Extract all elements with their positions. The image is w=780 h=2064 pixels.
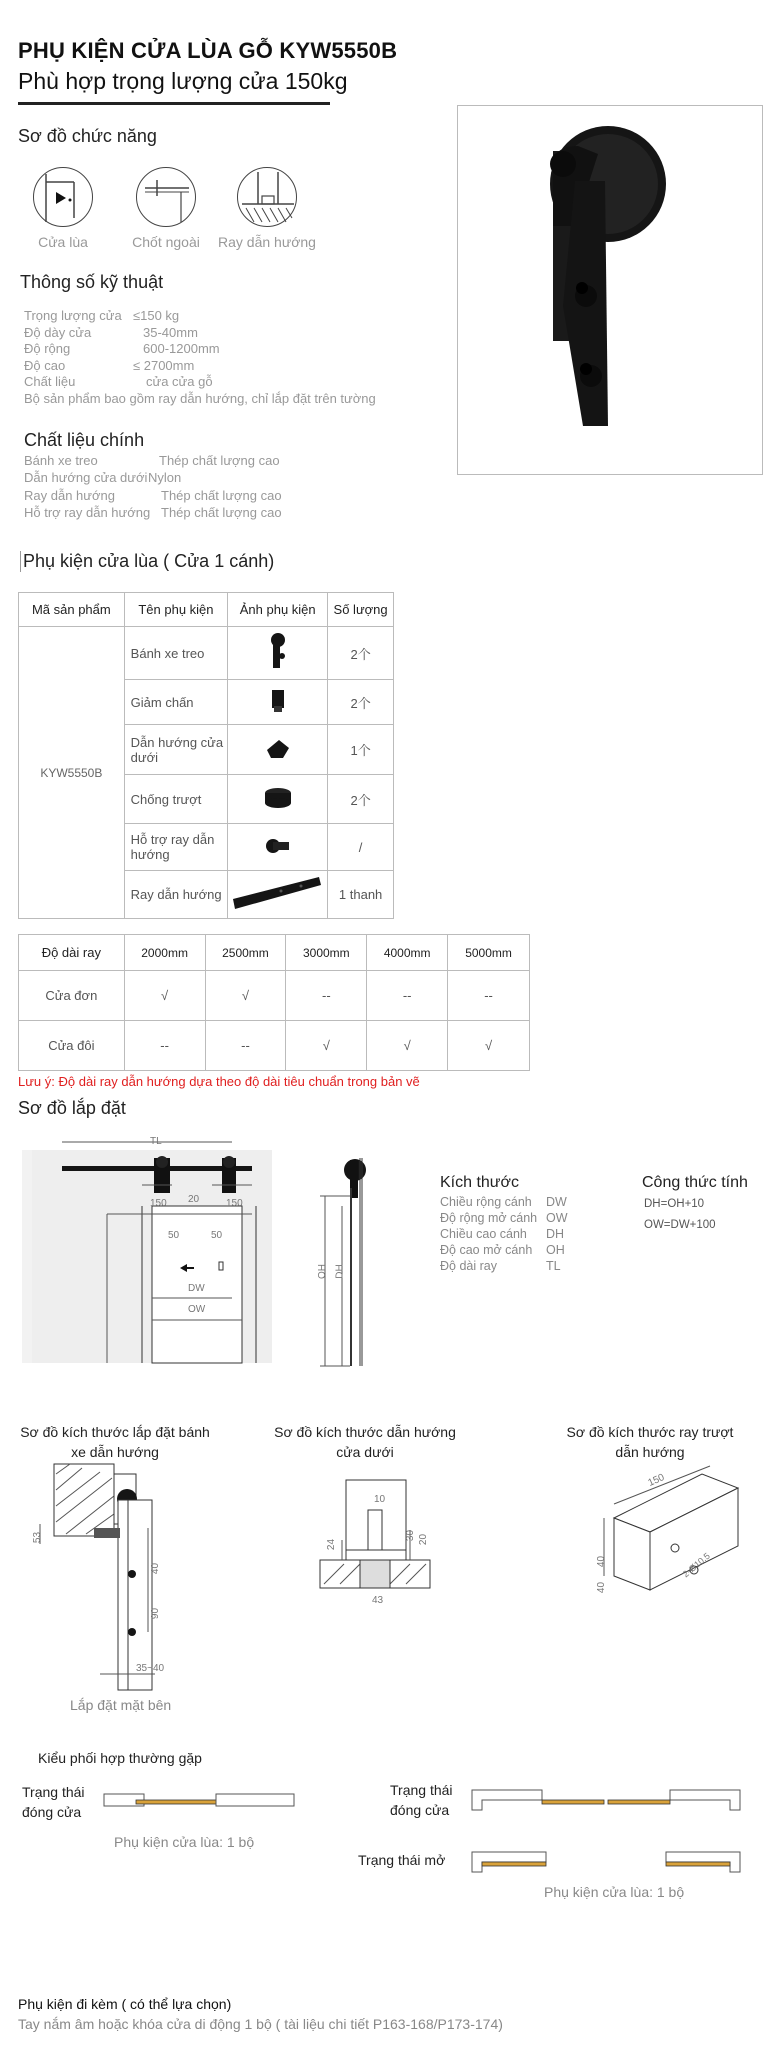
spec-value: cửa cửa gỗ [146, 374, 213, 390]
specs-list [24, 308, 376, 408]
side-install-drawing [310, 1138, 400, 1368]
rail-cell: -- [448, 971, 530, 1021]
accessory-qty: 2个 [328, 627, 394, 680]
guide-detail-title: Sơ đồ kích thước dẫn hướng cửa dưới [274, 1424, 456, 1460]
rail-detail-title: Sơ đồ kích thước ray trượt dẫn hướng [566, 1424, 734, 1460]
spec-value: ≤ 2700mm [133, 357, 195, 373]
rail-header: 4000mm [367, 935, 448, 971]
damper-icon [270, 688, 286, 714]
spec-value: 600-1200mm [143, 341, 220, 357]
accessory-qty: / [328, 824, 394, 871]
rail-cell: -- [124, 1021, 205, 1071]
rail-cell: √ [124, 971, 205, 1021]
footer-title: Phụ kiện đi kèm ( có thể lựa chọn) [18, 1996, 232, 2012]
guide-rail-image [231, 871, 325, 915]
material-value: Thép chất lượng cao [161, 487, 282, 503]
spec-key: Độ cao [24, 357, 66, 373]
product-code: KYW5550B [19, 627, 125, 919]
spec-key: Độ dày cửa [24, 324, 92, 340]
rail-dim-hole: 2-Ø10.5 [680, 1550, 712, 1580]
dim-value: OW [546, 1211, 568, 1225]
table-row [19, 627, 394, 680]
spec-value: 35-40mm [143, 324, 198, 340]
dim-150-left: 150 [150, 1198, 167, 1209]
dim-value: OH [546, 1243, 565, 1257]
dim-dw: DW [188, 1283, 205, 1294]
materials-title: Chất liệu chính [24, 430, 145, 450]
guide-dim-20: 20 [418, 1533, 430, 1546]
dim-50-left: 50 [168, 1230, 180, 1241]
dim-value: DH [546, 1227, 565, 1241]
single-kit-label: Phụ kiện cửa lùa: 1 bộ [114, 1834, 255, 1850]
accessory-qty: 2个 [328, 775, 394, 824]
rail-cell: -- [367, 971, 448, 1021]
table-row [19, 971, 530, 1021]
dim-key: Chiều rộng cánh [440, 1195, 532, 1209]
product-photo [457, 105, 763, 475]
wheel-detail-drawing [30, 1464, 180, 1694]
spec-key: Trọng lượng cửa [24, 308, 122, 323]
formula-dh: DH=OH+10 [644, 1198, 705, 1210]
dim-key: Độ dài ray [440, 1259, 497, 1273]
dim-dh: DH [334, 1264, 346, 1279]
rail-length-table [18, 934, 530, 1071]
accessories-title: Phụ kiện cửa lùa ( Cửa 1 cánh) [20, 551, 274, 572]
hanging-wheel-image [458, 106, 764, 476]
accessory-image [228, 680, 328, 725]
page-subtitle: Phù hợp trọng lượng cửa 150kg [18, 68, 348, 94]
guide-rail-icon [237, 167, 297, 227]
dim-key: Độ cao mở cánh [440, 1243, 533, 1257]
accessories-table [18, 592, 394, 919]
floor-guide-icon [265, 736, 291, 760]
sliding-door-icon [33, 167, 93, 227]
wheel-caption: Lắp đặt mặt bên [70, 1697, 172, 1713]
guide-dim-24: 24 [326, 1538, 338, 1551]
dim-key: Chiều cao cánh [440, 1227, 527, 1241]
header-qty: Số lượng [328, 593, 394, 627]
materials-list [24, 452, 282, 522]
rail-dim-150: 150 [646, 1472, 667, 1489]
double-door-closed-combo [472, 1788, 740, 1812]
wheel-dim-90: 90 [150, 1607, 162, 1620]
dim-value: TL [546, 1259, 561, 1273]
rail-cell: √ [286, 1021, 367, 1071]
guide-dim-30: 30 [405, 1529, 417, 1542]
accessory-image [228, 627, 328, 680]
install-title: Sơ đồ lắp đặt [18, 1098, 126, 1118]
material-key: Dẫn hướng cửa dưới [24, 470, 148, 486]
accessory-qty: 2个 [328, 680, 394, 725]
accessory-image [228, 871, 328, 919]
front-install-drawing [22, 1138, 272, 1363]
combos-title: Kiểu phối hợp thường gặp [38, 1750, 202, 1766]
material-value: Nylon [148, 470, 182, 486]
formula-list [644, 1194, 716, 1236]
footer-text: Tay nắm âm hoặc khóa cửa di động 1 bộ ( tài liệu chi tiết P163-168/P173-174) [18, 2016, 503, 2032]
dim-150-right: 150 [226, 1198, 243, 1209]
formula-ow: OW=DW+100 [644, 1219, 716, 1231]
rail-header: 2000mm [124, 935, 205, 971]
material-value: Thép chất lượng cao [161, 505, 282, 521]
accessory-name: Dẫn hướng cửa dưới [124, 725, 228, 775]
rail-header: Độ dài ray [19, 935, 125, 971]
sliding-door-label: Cửa lùa [38, 234, 88, 250]
wheel-dim-40: 40 [150, 1562, 162, 1575]
rail-dim-40a: 40 [596, 1555, 608, 1568]
specs-title: Thông số kỹ thuật [20, 272, 164, 292]
dim-oh: OH [317, 1264, 328, 1279]
rail-header: 3000mm [286, 935, 367, 971]
accessory-name: Bánh xe treo [124, 627, 228, 680]
function-diagram-title: Sơ đồ chức năng [18, 126, 157, 146]
rail-dim-40b: 40 [596, 1581, 608, 1594]
dim-tl: TL [150, 1136, 162, 1147]
rail-cell: √ [205, 971, 286, 1021]
outer-latch-icon [136, 167, 196, 227]
rail-cell: √ [367, 1021, 448, 1071]
dim-50-right: 50 [211, 1230, 223, 1241]
accessory-image [228, 725, 328, 775]
material-key: Ray dẫn hướng [24, 487, 115, 503]
dim-value: DW [546, 1195, 567, 1209]
dims-list [440, 1194, 568, 1274]
header-name: Tên phụ kiện [124, 593, 228, 627]
accessory-image [228, 824, 328, 871]
accessory-qty: 1 thanh [328, 871, 394, 919]
double-open-label: Trạng thái mở [358, 1852, 446, 1868]
accessory-image [228, 775, 328, 824]
outer-latch-label: Chốt ngoài [132, 234, 200, 250]
rail-cell: -- [205, 1021, 286, 1071]
rail-detail-drawing [600, 1474, 740, 1594]
hanging-wheel-icon [268, 632, 288, 672]
accessory-name: Chống trượt [124, 775, 228, 824]
material-value: Thép chất lượng cao [159, 453, 280, 468]
dim-20: 20 [188, 1194, 200, 1205]
spec-value: ≤150 kg [133, 308, 180, 323]
accessory-name: Ray dẫn hướng [124, 871, 228, 919]
rail-warning: Lưu ý: Độ dài ray dẫn hướng dựa theo độ dài tiêu chuẩn trong bản vẽ [18, 1074, 420, 1089]
rail-row-label: Cửa đơn [19, 971, 125, 1021]
guide-dim-10: 10 [374, 1494, 386, 1505]
rail-header: 5000mm [448, 935, 530, 971]
page-title: PHỤ KIỆN CỬA LÙA GỖ KYW5550B [18, 38, 398, 63]
rail-header: 2500mm [205, 935, 286, 971]
single-closed-label: Trạng thái đóng cửa [22, 1784, 85, 1820]
dims-title: Kích thước [440, 1174, 520, 1191]
title-rule [18, 102, 330, 105]
wheel-dim-35-40: 35~40 [136, 1663, 165, 1674]
guide-dim-43: 43 [372, 1595, 384, 1606]
guide-rail-label: Ray dẫn hướng [218, 234, 316, 250]
formula-title: Công thức tính [642, 1174, 748, 1191]
wheel-dim-53: 53 [32, 1531, 44, 1544]
single-door-combo [104, 1790, 294, 1810]
accessory-name: Hỗ trợ ray dẫn hướng [124, 824, 228, 871]
double-door-open-combo [472, 1852, 740, 1874]
spec-key: Độ rộng [24, 341, 71, 357]
spec-key: Chất liệu [24, 374, 76, 390]
rail-row-label: Cửa đôi [19, 1021, 125, 1071]
rail-support-icon [265, 836, 291, 856]
rail-cell: √ [448, 1021, 530, 1071]
table-row [19, 1021, 530, 1071]
material-key: Hỗ trợ ray dẫn hướng [24, 505, 151, 521]
spec-note: Bộ sản phẩm bao gồm ray dẫn hướng, chỉ lắp đặt trên tường [24, 390, 376, 406]
rail-cell: -- [286, 971, 367, 1021]
accessory-name: Giảm chấn [124, 680, 228, 725]
anti-slip-icon [263, 787, 293, 809]
accessory-qty: 1个 [328, 725, 394, 775]
dim-ow: OW [188, 1304, 206, 1315]
material-key: Bánh xe treo [24, 453, 98, 468]
dim-key: Độ rộng mở cánh [440, 1211, 538, 1225]
header-image: Ảnh phụ kiện [228, 593, 328, 627]
double-closed-label: Trạng thái đóng cửa [390, 1782, 453, 1818]
double-kit-label: Phụ kiện cửa lùa: 1 bộ [544, 1884, 685, 1900]
header-code: Mã sản phẩm [19, 593, 125, 627]
wheel-detail-title: Sơ đồ kích thước lắp đặt bánh xe dẫn hướng [20, 1424, 210, 1460]
